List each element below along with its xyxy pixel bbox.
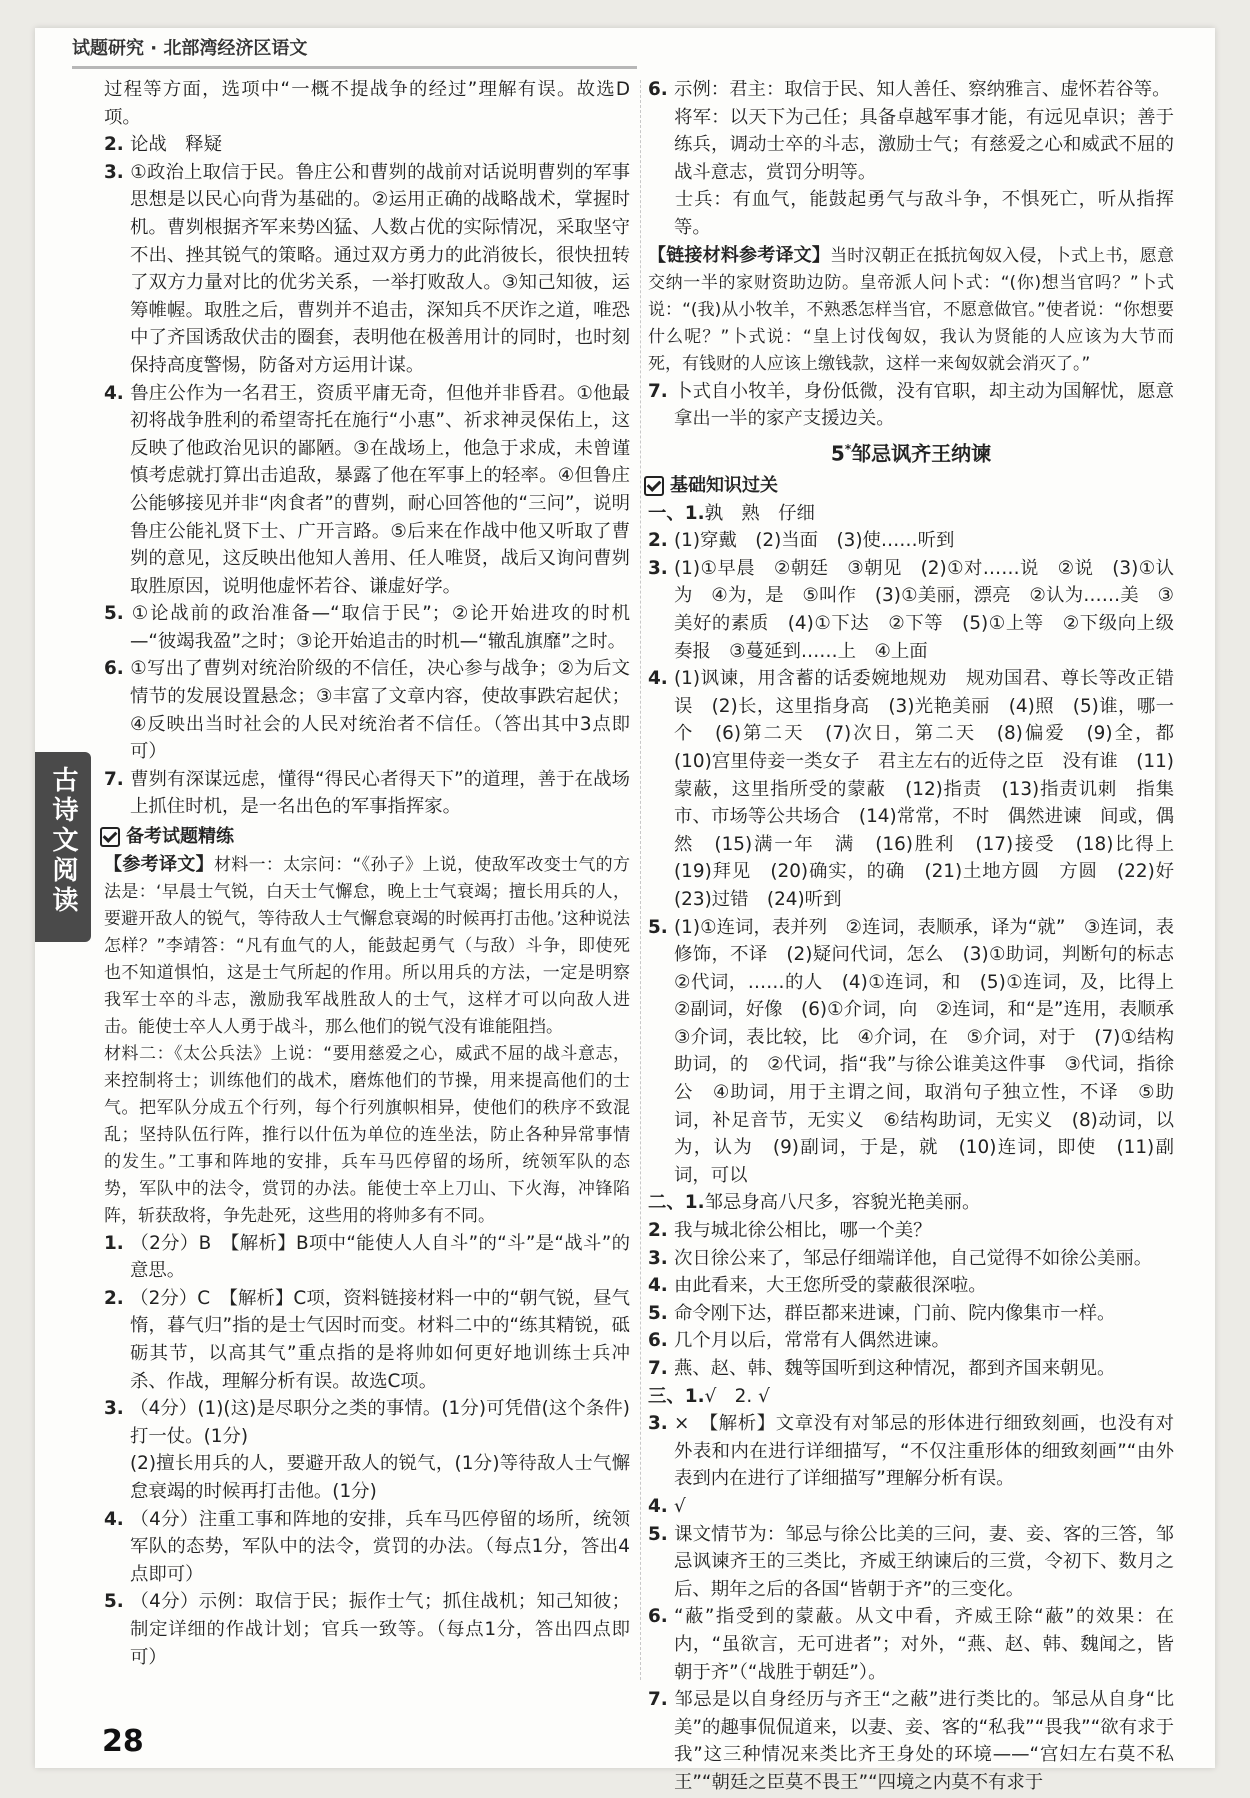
list-item <box>648 1410 1174 1493</box>
item-text: 几个月以后，常常有人偶然进谏。 <box>674 1330 950 1352</box>
item-number: 6. <box>648 1330 668 1352</box>
item-number: 2. <box>648 1220 668 1242</box>
link-label: 【链接材料参考译文】 <box>648 244 831 266</box>
item-text: 次日徐公来了，邹忌仔细端详他，自己觉得不如徐公美丽。 <box>674 1247 1153 1269</box>
section-heading-practice <box>100 823 630 851</box>
ref-label: 【参考译文】 <box>104 853 214 875</box>
lesson-name: 邹忌讽齐王纳谏 <box>851 441 992 466</box>
item-text: 由此看来，大王您所受的蒙蔽很深啦。 <box>674 1275 987 1297</box>
list-item <box>104 655 630 765</box>
translation-material-2: 材料二：《太公兵法》上说：“要用慈爱之心，威武不屈的战斗意志，来控制将士；训练他们的战术，磨炼他们的节操，用来提高他们的士气。把军队分成五个行列，每个行列旗帜相异，使他们的秩序不致混乱；坚持队伍行阵，推行以什伍为单位的连坐法，防止各种异常事情的发生。”工事和阵地的安排，兵车马匹停留的场所，统领军队的态势，军队中的法令，赏罚的办法。能使士卒上刀山、下火海，冲锋陷阵，斩获敌将，争先赴死，这些用的将帅多有不同。 <box>104 1043 630 1226</box>
item-text: ①政治上取信于民。鲁庄公和曹刿的战前对话说明曹刿的军事思想是以民心向背为基础的。②运用正确的战略战术，掌握时机。曹刿根据齐军来势凶猛、人数占优的实际情况，采取坚守不出、挫其锐气的策略。通过双方勇力的此消彼长，很快扭转了双方力量对比的优劣关系，一举打败敌人。③知己知彼，运筹帷幄。取胜之后，曹刿并不追击，深知兵不厌诈之道，唯恐中了齐国诱敌伏击的圈套，表明他在极善用计的同时，也时刻保持高度警惕，防备对方运用计谋。 <box>130 161 630 376</box>
item-number: 7. <box>648 1358 668 1379</box>
list-item <box>648 1686 1174 1796</box>
item-number: 3. <box>104 161 124 183</box>
item-number: 1. <box>104 1232 124 1254</box>
section-heading-label: 基础知识过关 <box>670 475 778 496</box>
list-item <box>648 1521 1174 1604</box>
item-text: × 【解析】文章没有对邹忌的形体进行细致刻画，也没有对外表和内在进行详细描写，“不仅注重形体的细致刻画”“由外表到内在进行了详细描写”理解分析有误。 <box>674 1413 1174 1490</box>
list-item <box>648 555 1174 665</box>
item-number: 6. <box>648 79 668 100</box>
list-item <box>648 1217 1174 1245</box>
item-number: 二、1. <box>648 1192 705 1214</box>
list-item <box>104 766 630 821</box>
material-1-text: 材料一：太宗问：“《孙子》上说，使敌军改变士气的方法是：‘早晨士气锐，白天士气懈怠，晚上士气衰竭；擅长用兵的人，要避开敌人的锐气，等待敌人士气懈怠衰竭的时候再打击他。’这种说法怎样？”李靖答：“凡有血气的人，能鼓起勇气（与敌）斗争，即使死也不知道惧怕，这是士气所起的作用。所以用兵的方法，一定是明察我军士卒的斗志，激励我军战胜敌人的士气，这样才可以向敌人进击。能使士卒人人勇于战斗，那么他们的锐气没有谁能阻挡。 <box>104 854 630 1037</box>
list-item <box>648 378 1174 433</box>
link-text: 当时汉朝正在抵抗匈奴入侵，卜式上书，愿意交纳一半的家财资助边防。皇帝派人问卜式：“(你)想当官吗？”卜式说：“(我)从小牧羊，不熟悉怎样当官，不愿意做官。”使者说：“你想要什么呢？”卜式说：“皇上讨伐匈奴，我认为贤能的人应该为大节而死，有钱财的人应该上缴钱款，这样一来匈奴就会消灭了。” <box>648 245 1175 374</box>
exam-answer-list <box>104 1230 630 1672</box>
answer-list-part-3 <box>648 1383 1174 1797</box>
item-number: 2. <box>648 530 668 552</box>
item-text: (1)①早晨 ②朝廷 ③朝见 (2)①对……说 ②说 (3)①认为 ④为，是 ⑤叫作 (3)①美丽，漂亮 ②认为……美 ③美好的素质 (4)①下达 ②下等 (5)①上等 ②下级向上级奏报 ③蔓延到……上 ④上面 <box>674 557 1174 662</box>
item-text: 曹刿有深谋远虑，懂得“得民心者得天下”的道理，善于在战场上抓住时机，是一名出色的军事指挥家。 <box>130 768 630 818</box>
item-text: （2分）B 【解析】B项中“能使人人自斗”的“斗”是“战斗”的意思。 <box>130 1232 630 1282</box>
item-number: 7. <box>648 1689 668 1711</box>
item-number: 三、1. <box>648 1385 705 1407</box>
list-item <box>648 76 1174 104</box>
item-number: 5. <box>648 1302 668 1324</box>
item-text: 卜式自小牧羊，身份低微，没有官职，却主动为国解忧，愿意拿出一半的家产支援边关。 <box>674 380 1174 430</box>
item-text: √ 2. √ <box>704 1385 770 1407</box>
column-divider <box>640 80 641 1680</box>
item-number: 一、1. <box>648 502 705 524</box>
right-column <box>648 76 1193 1797</box>
checkbox-icon <box>644 476 664 496</box>
item-text: 燕、赵、韩、魏等国听到这种情况，都到齐国来朝见。 <box>674 1358 1116 1379</box>
link-translation <box>648 242 1174 378</box>
item-text: 邹忌是以自身经历与齐王“之蔽”进行类比的。邹忌从自身“比美”的趣事侃侃道来，以妻、妾、客的“私我”“畏我”“欲有求于我”这三种情况来类比齐王身处的环境——“宫妇左右莫不私王”“朝廷之臣莫不畏王”“四境之内莫不有求于 <box>674 1689 1174 1793</box>
side-tab-label <box>35 766 91 916</box>
item-number: 3. <box>648 1247 668 1269</box>
list-item <box>648 665 1193 913</box>
item-number: 4. <box>648 1495 668 1517</box>
lesson-title <box>648 436 1174 468</box>
list-item <box>104 131 630 159</box>
list-item <box>104 1588 630 1671</box>
item-number: 6. <box>104 658 124 680</box>
header-rule <box>72 66 637 69</box>
item-text: 命令刚下达，群臣都来进谏，门前、院内像集市一样。 <box>674 1302 1116 1324</box>
list-item <box>104 600 630 655</box>
item-text: 示例：君主：取信于民、知人善任、察纳雅言、虚怀若谷等。 <box>674 79 1171 100</box>
list-item <box>648 1327 1174 1355</box>
item-text: 孰 熟 仔细 <box>704 502 815 524</box>
list-item <box>648 914 1193 1190</box>
list-item <box>104 1506 630 1589</box>
item-text: ①写出了曹刿对统治阶级的不信任，决心参与战争；②为后文情节的发展设置悬念；③丰富了文章内容，使故事跌宕起伏；④反映出当时社会的人民对统治者不信任。（答出其中3点即可） <box>130 658 630 763</box>
answer-list <box>104 131 630 821</box>
item-number: 2. <box>104 134 124 156</box>
item-text: (1)①连词，表并列 ②连词，表顺承，译为“就” ③连词，表修饰，不译 (2)疑问代词，怎么 (3)①助词，判断句的标志 ②代词，……的人 (4)①连词，和 (5)①连词，及，比得上 ②副词，好像 (6)①介词，向 ②连词，和“是”连用，表顺承 ③介词，表比较，比 ④介词，在 ⑤介词，对于 (7)①结构助词，的 ②代词，指“我”与徐公谁美这件事 ③代词，指徐公 ④助词，用于主谓之间，取消句子独立性，不译 ⑤助词，补足音节，无实义 ⑥结构助词，无实义 (8)动词，以为，认为 (9)副词，于是，就 (10)连词，即使 (11)副词，可以 <box>674 916 1193 1186</box>
item-number: 3. <box>648 557 668 579</box>
item-number: 2. <box>104 1287 124 1309</box>
list-item <box>104 1285 630 1395</box>
list-item <box>648 186 1174 241</box>
side-tab <box>35 752 91 942</box>
item-text: （4分）(1)(这)是尽职分之类的事情。(1分)可凭借(这个条件)打一仗。(1分) <box>130 1398 630 1447</box>
item-number: 4. <box>104 1508 124 1530</box>
list-item <box>648 1603 1174 1686</box>
item-number: 6. <box>648 1606 668 1628</box>
item-text: 鲁庄公作为一名君王，资质平庸无奇，但他并非昏君。①他最初将战争胜利的希望寄托在施行“小惠”、祈求神灵保佑上，这反映了他政治见识的鄙陋。③在战场上，他急于求成，未曾谨慎考虑就打算出击追敌，暴露了他在军事上的轻率。④但鲁庄公能够接见并非“肉食者”的曹刿，耐心回答他的“三问”，说明鲁庄公能礼贤下士、广开言路。⑤后来在作战中他又听取了曹刿的意见，这反映出他知人善用、任人唯贤，战后又询问曹刿取胜原因，说明他虚怀若谷、谦虚好学。 <box>130 382 630 597</box>
item-number: 5. <box>648 1523 668 1545</box>
list-item <box>648 500 1174 528</box>
list-item <box>648 1272 1174 1300</box>
item-number: 7. <box>648 380 668 402</box>
item-number: 3. <box>648 1413 668 1435</box>
list-item <box>648 1189 1174 1217</box>
list-item <box>648 527 1174 555</box>
list-item <box>648 1245 1174 1273</box>
list-item <box>104 1395 630 1450</box>
lesson-number: 5 <box>830 441 845 466</box>
item-number: 4. <box>104 382 124 404</box>
item-text: （2分）C 【解析】C项，资料链接材料一中的“朝气锐，昼气惰，暮气归”指的是士气因时而变。材料二中的“练其精锐，砥砺其节，以高其气”重点指的是将帅如何更好地训练士兵冲杀、作战，理解分析有误。故选C项。 <box>130 1287 630 1392</box>
list-item <box>648 1355 1174 1383</box>
item-number: 5. <box>104 1591 124 1613</box>
section-heading-basics <box>644 472 1174 500</box>
item-number: 3. <box>104 1398 124 1420</box>
item-text: √ <box>674 1495 686 1517</box>
item-text: 课文情节为：邹忌与徐公比美的三问，妻、妾、客的三答，邹忌讽谏齐王的三类比，齐威王纳谏后的三赏，令初下、数月之后、期年之后的各国“皆朝于齐”的三变化。 <box>674 1523 1174 1600</box>
running-header: 试题研究 · 北部湾经济区语文 <box>72 38 308 59</box>
answer-list <box>648 76 1174 242</box>
item-text: 论战 释疑 <box>130 134 222 156</box>
item-text: 将军：以天下为己任；具备卓越军事才能，有远见卓识；善于练兵，调动士卒的斗志，激励士气；有慈爱之心和威武不屈的战斗意志，赏罚分明等。 <box>674 106 1174 183</box>
item-number: 5. <box>104 603 124 625</box>
item-text: (1)讽谏，用含蓄的话委婉地规劝 规劝国君、尊长等改正错误 (2)长，这里指身高 (3)光艳美丽 (4)照 (5)谁，哪一个 (6)第二天 (7)次日，第二天 (8)偏爱 (9)全，都 (10)宫里侍妾一类女子 君主左右的近侍之臣 没有谁 (11)蒙蔽，这里指所受的蒙蔽 (12)指责 (13)指责讥刺 指集市、市场等公共场合 (14)常常，不时 偶然进谏 间或，偶然 (15)满一年 满 (16)胜利 (17)接受 (18)比得上 (19)拜见 (20)确实，的确 (21)土地方圆 方圆 (22)好 (23)过错 (24)听到 <box>674 668 1193 910</box>
item-text: (2)擅长用兵的人，要避开敌人的锐气，(1分)等待敌人士气懈怠衰竭的时候再打击他。(1分) <box>130 1453 630 1502</box>
list-item <box>648 1300 1174 1328</box>
item-number: 4. <box>648 1275 668 1297</box>
item-text: ①论战前的政治准备—“取信于民”；②论开始进攻的时机—“彼竭我盈”之时；③论开始追击的时机—“辙乱旗靡”之时。 <box>130 603 630 652</box>
side-tab-char: 古诗文阅读 <box>48 766 78 916</box>
item-text: （4分）注重工事和阵地的安排，兵车马匹停留的场所，统领军队的态势，军队中的法令，赏罚的办法。（每点1分，答出4点即可） <box>130 1508 630 1585</box>
item-text: (1)穿戴 (2)当面 (3)使……听到 <box>674 530 955 552</box>
lesson-star: * <box>844 441 852 456</box>
item-text: “蔽”指受到的蒙蔽。从文中看，齐威王除“蔽”的效果：在内，“虽欲言，无可进者”；对外，“燕、赵、韩、魏闻之，皆朝于齐”（“战胜于朝廷”）。 <box>674 1606 1174 1683</box>
continued-answer: 过程等方面，选项中“一概不提战争的经过”理解有误。故选D项。 <box>104 79 630 128</box>
item-text: （4分）示例：取信于民；振作士气；抓住战机；知己知彼；制定详细的作战计划；官兵一致等。（每点1分，答出四点即可） <box>130 1591 630 1668</box>
list-item <box>648 104 1174 187</box>
section-heading-label: 备考试题精练 <box>126 826 234 848</box>
list-item <box>104 159 630 380</box>
checkbox-icon <box>100 827 120 847</box>
list-item <box>104 380 630 601</box>
answer-list-part-1 <box>648 500 1193 1190</box>
item-text: 邹忌身高八尺多，容貌光艳美丽。 <box>704 1192 981 1214</box>
list-item <box>104 1230 630 1285</box>
page-number: 28 <box>102 1724 144 1759</box>
list-item <box>648 1383 1174 1411</box>
list-item <box>104 1450 630 1505</box>
translation-material-1 <box>104 851 630 1041</box>
item-text: 我与城北徐公相比，哪一个美？ <box>674 1220 932 1242</box>
item-number: 7. <box>104 768 124 790</box>
left-column <box>104 76 630 1671</box>
item-text: 士兵：有血气，能鼓起勇气与敌斗争，不惧死亡，听从指挥等。 <box>674 189 1174 238</box>
item-number: 4. <box>648 668 668 690</box>
answer-list-part-2 <box>648 1189 1174 1382</box>
item-number: 5. <box>648 916 668 938</box>
list-item <box>648 1493 1174 1521</box>
